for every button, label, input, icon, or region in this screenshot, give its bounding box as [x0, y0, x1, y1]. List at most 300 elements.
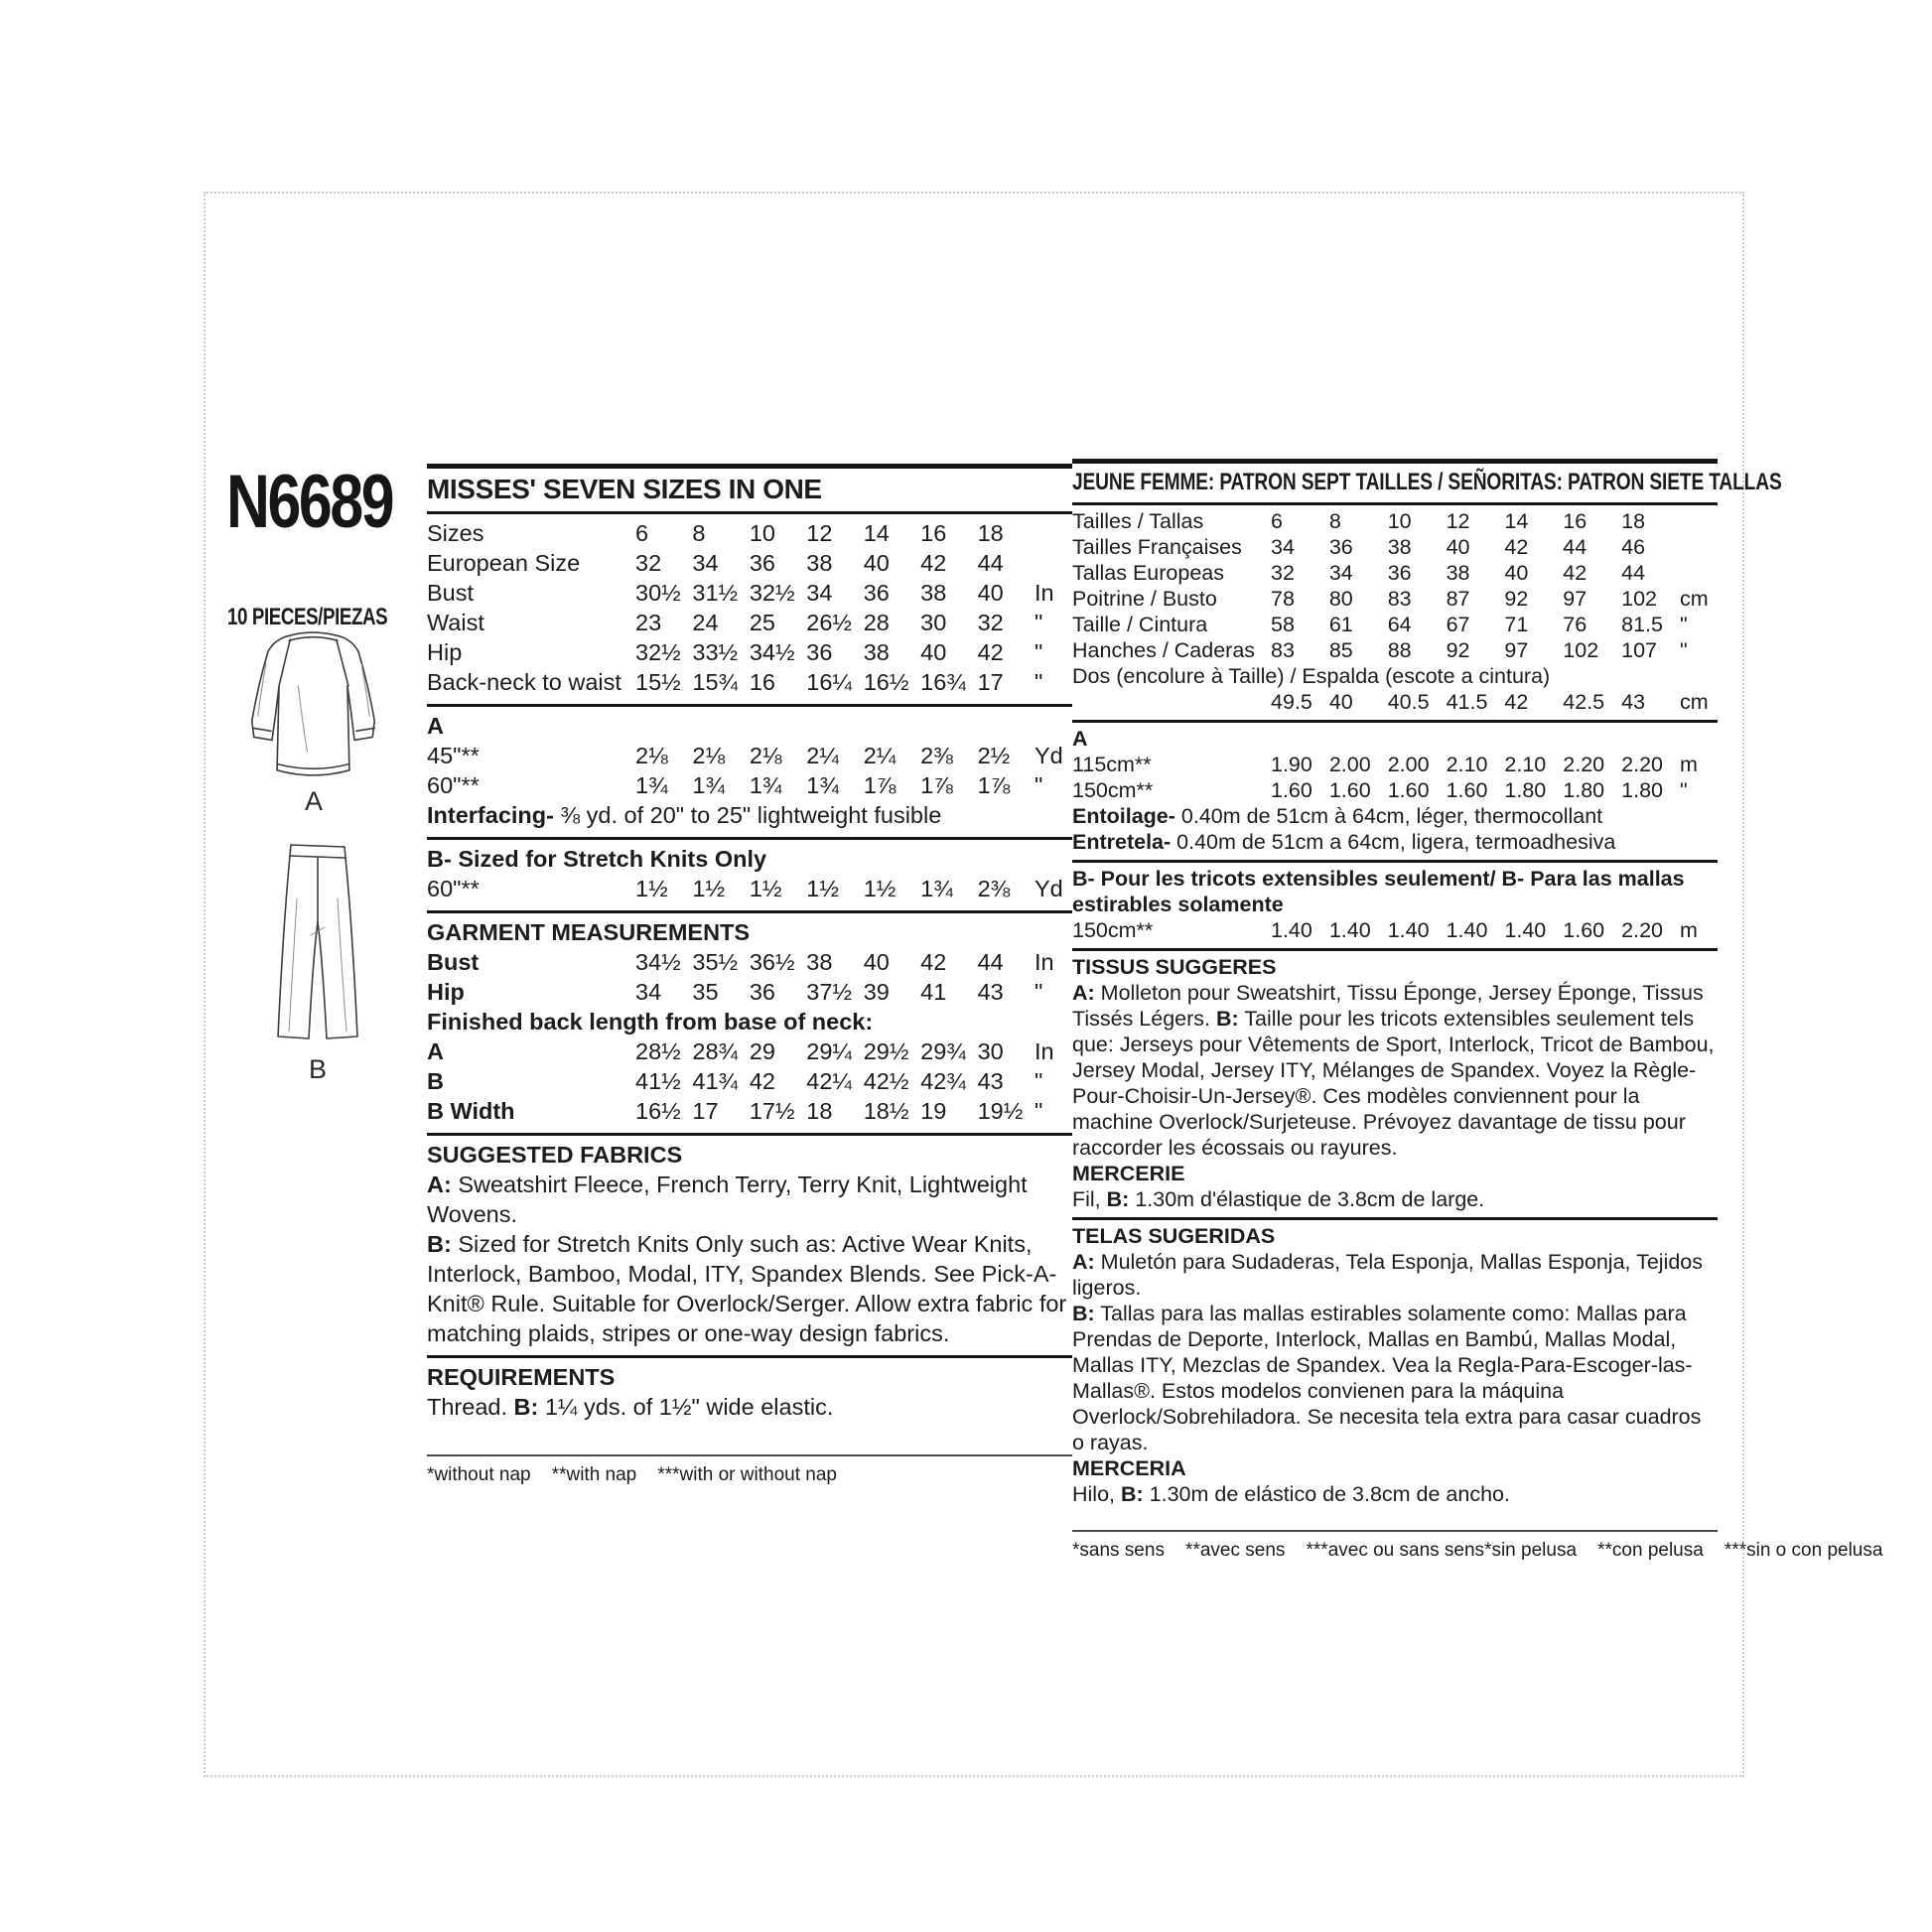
- size-value: 16: [920, 520, 947, 546]
- table-row: [1072, 689, 1718, 715]
- garment-measurements-section: [427, 913, 1072, 1133]
- row-values: [635, 637, 1035, 667]
- row-values: [635, 1066, 1035, 1096]
- telas-view-a: [1072, 1249, 1718, 1301]
- size-value: 39: [863, 979, 890, 1005]
- table-row: [427, 741, 1072, 770]
- row-label: 60"**: [427, 772, 480, 798]
- size-value: 34½: [749, 639, 795, 665]
- view-b-prefix: B:: [513, 1394, 539, 1420]
- size-value: 38: [1387, 535, 1412, 559]
- size-value: 2.20: [1621, 918, 1663, 942]
- size-value: 81.5: [1621, 613, 1663, 636]
- size-value: 1.40: [1504, 918, 1547, 942]
- size-value: 42: [977, 639, 1004, 665]
- size-value: 1¾: [749, 772, 782, 798]
- size-value: 1½: [635, 876, 668, 901]
- size-value: 18: [977, 520, 1004, 546]
- size-value: 1¾: [635, 772, 668, 798]
- row-values: [635, 770, 1035, 800]
- row-unit: Yd: [1035, 743, 1063, 768]
- size-value: 1½: [749, 876, 782, 901]
- size-value: 87: [1446, 587, 1470, 611]
- table-row: [427, 770, 1072, 800]
- row-unit: ": [1035, 639, 1043, 665]
- size-value: 43: [977, 979, 1004, 1005]
- view-a-prefix: A:: [1072, 981, 1095, 1005]
- size-value: 85: [1328, 638, 1353, 662]
- table-row: [1072, 917, 1718, 943]
- row-values: [635, 1096, 1035, 1126]
- section-b-heading: B- Sized for Stretch Knits Only: [427, 846, 767, 872]
- size-value: 1.60: [1328, 778, 1371, 802]
- row-label: Taille / Cintura: [1072, 613, 1208, 636]
- pants-illustration: [272, 839, 363, 1051]
- size-value: 67: [1446, 613, 1470, 636]
- entretela-text: 0.40m de 51cm a 64cm, ligera, termoadhesiva: [1171, 830, 1616, 854]
- size-value: 41: [920, 979, 947, 1005]
- size-value: 14: [863, 520, 890, 546]
- row-values: [635, 977, 1035, 1007]
- size-value: 6: [1271, 509, 1283, 533]
- row-unit: ": [1035, 669, 1043, 695]
- size-value: 28¾: [692, 1038, 739, 1064]
- size-value: 32½: [749, 580, 795, 606]
- size-value: 64: [1387, 613, 1412, 636]
- telas-view-b: [1072, 1301, 1718, 1455]
- size-value: 17½: [749, 1098, 795, 1124]
- table-row: [427, 1036, 1072, 1066]
- size-value: 44: [977, 949, 1004, 975]
- size-value: 1¾: [920, 876, 953, 901]
- table-row: [427, 578, 1072, 608]
- size-value: 34: [1271, 535, 1295, 559]
- size-value: 19: [920, 1098, 947, 1124]
- pieces-count-label: 10 PIECES/PIEZAS: [227, 604, 388, 630]
- row-label: 45"**: [427, 743, 480, 768]
- view-b-sketch: [272, 839, 363, 1051]
- table-row: [1072, 752, 1718, 777]
- size-value: 1.60: [1446, 778, 1488, 802]
- size-value: 18: [1621, 509, 1646, 533]
- size-value: 2⅛: [749, 743, 782, 768]
- size-value: 42.5: [1563, 690, 1605, 714]
- size-value: 29¼: [806, 1038, 853, 1064]
- row-label: European Size: [427, 550, 581, 576]
- row-values: [635, 741, 1035, 770]
- size-value: 97: [1563, 587, 1587, 611]
- entoilage-label: Entoilage-: [1072, 804, 1175, 828]
- row-unit: Yd: [1035, 876, 1063, 901]
- size-value: 38: [806, 949, 833, 975]
- size-value: 40: [863, 550, 890, 576]
- size-value: 23: [635, 610, 662, 635]
- size-value: 29: [749, 1038, 775, 1064]
- size-value: 2.10: [1504, 753, 1547, 776]
- view-a-sketch: [244, 623, 383, 784]
- table-row: [427, 977, 1072, 1007]
- size-value: 1⅞: [920, 772, 953, 798]
- row-values: [635, 667, 1035, 697]
- row-values: [635, 578, 1035, 608]
- size-value: 41¾: [692, 1068, 739, 1094]
- table-row: [427, 1096, 1072, 1126]
- row-values: [1271, 534, 1680, 560]
- fabrics-view-b: [427, 1229, 1072, 1348]
- view-a-prefix: A:: [427, 1172, 452, 1197]
- row-values: [1271, 689, 1680, 715]
- size-value: 26½: [806, 610, 853, 635]
- table-row: [427, 874, 1072, 903]
- size-value: 42: [920, 550, 947, 576]
- fabrics-view-a: [427, 1170, 1072, 1229]
- table-row: [427, 947, 1072, 977]
- row-label: Hip: [427, 979, 465, 1005]
- size-value: 10: [749, 520, 775, 546]
- size-value: 78: [1271, 587, 1295, 611]
- size-value: 102: [1563, 638, 1599, 662]
- row-unit: m: [1680, 918, 1698, 942]
- size-value: 80: [1328, 587, 1353, 611]
- size-value: 2⅛: [692, 743, 726, 768]
- size-value: 36½: [749, 949, 795, 975]
- size-value: 17: [692, 1098, 719, 1124]
- row-unit: In: [1035, 949, 1054, 975]
- size-value: 43: [977, 1068, 1004, 1094]
- row-unit: ": [1680, 638, 1688, 662]
- tissus-view-b-text: Taille pour les tricots extensibles seulement tels que: Jerseys pour Vêtements de Sport, Interlock, Tricot de Bambou, Jersey Modal, Jersey ITY, Mélanges de Spandex. Voyez la Règle-Pour-Choisir-Un-Jersey®. Ces modèles conviennent pour la machine Overlock/Surjeteuse. Prévoyez davantage de tissu pour raccorder les écossais ou rayures.: [1072, 1007, 1715, 1160]
- size-value: 1.40: [1446, 918, 1488, 942]
- size-value: 40: [1446, 535, 1470, 559]
- size-value: 42¼: [806, 1068, 853, 1094]
- finished-length-heading: Finished back length from base of neck:: [427, 1009, 874, 1035]
- size-value: 38: [920, 580, 947, 606]
- size-value: 30: [920, 610, 947, 635]
- size-value: 2⅜: [920, 743, 953, 768]
- row-unit: m: [1680, 753, 1698, 776]
- requirements-detail: 1¼ yds. of 1½" wide elastic.: [538, 1394, 834, 1420]
- view-b-label: B: [308, 1054, 327, 1084]
- size-value: 32½: [635, 639, 681, 665]
- row-values: [1271, 777, 1680, 803]
- size-value: 15¾: [692, 669, 739, 695]
- size-value: 40.5: [1387, 690, 1430, 714]
- size-value: 2.20: [1563, 753, 1605, 776]
- section-a-heading: A: [427, 713, 444, 739]
- entoilage-note: [1072, 803, 1718, 829]
- size-value: 97: [1504, 638, 1529, 662]
- row-label: A: [427, 1038, 444, 1064]
- size-value: 17: [977, 669, 1004, 695]
- requirements-heading: REQUIREMENTS: [427, 1364, 616, 1390]
- table-row: [1072, 534, 1718, 560]
- size-value: 92: [1504, 587, 1529, 611]
- size-value: 30½: [635, 580, 681, 606]
- size-value: 1.90: [1271, 753, 1312, 776]
- row-label: 150cm**: [1072, 778, 1154, 802]
- size-value: 38: [806, 550, 833, 576]
- row-unit: cm: [1680, 587, 1709, 611]
- french-spanish-column: [1072, 459, 1883, 1563]
- size-value: 30: [977, 1038, 1004, 1064]
- size-value: 1¾: [806, 772, 839, 798]
- mercerie-detail: 1.30m d'élastique de 3.8cm de large.: [1129, 1187, 1485, 1211]
- size-value: 1.60: [1387, 778, 1430, 802]
- size-value: 34: [806, 580, 833, 606]
- size-value: 83: [1271, 638, 1295, 662]
- size-value: 40: [1504, 561, 1529, 585]
- size-value: 58: [1271, 613, 1295, 636]
- size-value: 83: [1387, 587, 1412, 611]
- size-value: 35½: [692, 949, 739, 975]
- nap-footnote-spanish: *sin pelusa **con pelusa ***sin o con pelusa: [1484, 1540, 1883, 1561]
- table-row: [1072, 560, 1718, 586]
- entretela-note: [1072, 829, 1718, 855]
- row-values: [635, 518, 1035, 548]
- footnote-block: [1072, 1530, 1883, 1563]
- row-values: [1271, 586, 1680, 612]
- suggested-fabrics-heading: SUGGESTED FABRICS: [427, 1142, 683, 1168]
- table-row: [427, 608, 1072, 637]
- size-value: 1⅞: [977, 772, 1011, 798]
- mercerie-pre: Fil,: [1072, 1187, 1107, 1211]
- size-value: 1½: [806, 876, 839, 901]
- table-row: [427, 637, 1072, 667]
- size-value: 1¾: [692, 772, 726, 798]
- size-value: 32: [1271, 561, 1295, 585]
- nap-footnote: *without nap **with nap ***with or without nap: [427, 1464, 837, 1485]
- row-unit: In: [1035, 580, 1054, 606]
- size-value: 14: [1504, 509, 1529, 533]
- size-value: 38: [1446, 561, 1470, 585]
- raglan-top-illustration: [244, 623, 383, 784]
- size-value: 1.40: [1328, 918, 1371, 942]
- row-label: Tailles Françaises: [1072, 535, 1242, 559]
- merceria-text: [1072, 1481, 1718, 1507]
- size-value: 43: [1621, 690, 1646, 714]
- size-value: 42: [1504, 690, 1529, 714]
- table-row: [1072, 637, 1718, 663]
- size-value: 1.80: [1563, 778, 1605, 802]
- row-label: Sizes: [427, 520, 484, 546]
- entoilage-text: 0.40m de 51cm à 64cm, léger, thermocollant: [1174, 804, 1603, 828]
- size-value: 40: [863, 949, 890, 975]
- size-value: 18½: [863, 1098, 909, 1124]
- size-value: 18: [806, 1098, 833, 1124]
- size-value: 10: [1387, 509, 1412, 533]
- view-b-yardage-section: [427, 840, 1072, 910]
- size-value: 34½: [635, 949, 681, 975]
- size-value: 1.80: [1504, 778, 1547, 802]
- suggested-fabrics-section: [427, 1136, 1072, 1355]
- size-value: 61: [1328, 613, 1353, 636]
- row-unit: ": [1035, 772, 1043, 798]
- row-label: Waist: [427, 610, 484, 635]
- size-value: 2¼: [806, 743, 839, 768]
- row-unit: ": [1035, 1098, 1043, 1124]
- footnote-block: [427, 1454, 1072, 1487]
- table-row: [427, 518, 1072, 548]
- french-spanish-title-text: JEUNE FEMME: PATRON SEPT TAILLES / SEÑORITAS: PATRON SIETE TALLAS: [1072, 469, 1782, 495]
- view-a-metrage-section: [1072, 723, 1718, 860]
- size-value: 8: [692, 520, 706, 546]
- size-value: 36: [749, 979, 775, 1005]
- size-value: 6: [635, 520, 649, 546]
- size-value: 92: [1446, 638, 1470, 662]
- requirements-section: [427, 1358, 1072, 1429]
- size-value: 28: [863, 610, 890, 635]
- size-value: 1.40: [1271, 918, 1312, 942]
- size-value: 40: [977, 580, 1004, 606]
- size-value: 35: [692, 979, 719, 1005]
- size-value: 32: [635, 550, 662, 576]
- size-value: 36: [749, 550, 775, 576]
- fabrics-view-b-text: Sized for Stretch Knits Only such as: Active Wear Knits, Interlock, Bamboo, Modal, ITY, Spandex Blends. See Pick-A-Knit® Rule. Suitable for Overlock/Serger. Allow extra fabric for matching plaids, stripes or one-way design fabrics.: [427, 1231, 1067, 1346]
- size-value: 1.60: [1563, 918, 1605, 942]
- row-values: [1271, 917, 1680, 943]
- row-values: [1271, 508, 1680, 534]
- size-value: 15½: [635, 669, 681, 695]
- view-b-prefix: B:: [1120, 1482, 1144, 1506]
- size-value: 42: [920, 949, 947, 975]
- table-row: [427, 667, 1072, 697]
- row-values: [1271, 637, 1680, 663]
- view-b-prefix: B:: [1106, 1187, 1130, 1211]
- size-value: 41½: [635, 1068, 681, 1094]
- section-b-heading: B- Pour les tricots extensibles seulement/ B- Para las mallas estirables solamente: [1072, 867, 1685, 916]
- size-value: 1.40: [1387, 918, 1430, 942]
- table-row: [1072, 612, 1718, 637]
- row-unit: cm: [1680, 690, 1709, 714]
- size-value: 102: [1621, 587, 1658, 611]
- size-value: 44: [1563, 535, 1587, 559]
- size-value: 8: [1328, 509, 1341, 533]
- size-value: 42: [1504, 535, 1529, 559]
- size-value: 2.00: [1328, 753, 1371, 776]
- nap-footnote-metric: [1072, 1532, 1883, 1563]
- back-neck-row-label: Dos (encolure à Taille) / Espalda (escote a cintura): [1072, 664, 1551, 688]
- english-title: MISSES' SEVEN SIZES IN ONE: [427, 474, 822, 504]
- size-value: 16½: [863, 669, 909, 695]
- size-value: 36: [806, 639, 833, 665]
- section-a-heading: A: [1072, 727, 1088, 751]
- view-a-label: A: [304, 786, 323, 816]
- row-label: Tallas Europeas: [1072, 561, 1224, 585]
- size-value: 41.5: [1446, 690, 1488, 714]
- requirements-pre: Thread.: [427, 1394, 514, 1420]
- view-b-prefix: B:: [1072, 1302, 1095, 1325]
- row-values: [635, 947, 1035, 977]
- requirements-text: [427, 1392, 1072, 1422]
- row-label: Back-neck to waist: [427, 669, 621, 695]
- tissus-suggeres-section: [1072, 951, 1718, 1217]
- entretela-label: Entretela-: [1072, 830, 1172, 854]
- telas-sugeridas-heading: TELAS SUGERIDAS: [1072, 1224, 1276, 1248]
- size-value: 40: [1328, 690, 1353, 714]
- row-label: B: [427, 1068, 444, 1094]
- tissus-suggeres-heading: TISSUS SUGGERES: [1072, 955, 1277, 979]
- row-label: Bust: [427, 949, 480, 975]
- french-spanish-title: [1072, 464, 1782, 502]
- row-label: Hanches / Caderas: [1072, 638, 1256, 662]
- size-value: 25: [749, 610, 775, 635]
- row-unit: ": [1035, 1068, 1043, 1094]
- size-value: 32: [977, 610, 1004, 635]
- view-a-yardage-section: [427, 707, 1072, 837]
- size-value: 2.00: [1387, 753, 1430, 776]
- size-value: 44: [1621, 561, 1646, 585]
- row-values: [1271, 612, 1680, 637]
- tissus-paragraph: [1072, 980, 1718, 1161]
- pattern-number: N6689: [226, 460, 393, 544]
- row-label: 150cm**: [1072, 918, 1154, 942]
- merceria-pre: Hilo,: [1072, 1482, 1121, 1506]
- row-values: [635, 608, 1035, 637]
- row-unit: ": [1035, 610, 1043, 635]
- table-row: [1072, 777, 1718, 803]
- size-value: 34: [692, 550, 719, 576]
- english-column: [427, 464, 1072, 1487]
- size-value: 88: [1387, 638, 1412, 662]
- size-value: 12: [1446, 509, 1470, 533]
- size-value: 24: [692, 610, 719, 635]
- tissus-view-a-text: Molleton pour Sweatshirt, Tissu Éponge, Jersey Éponge, Tissus Tissés Légers.: [1072, 981, 1704, 1031]
- size-value: 36: [1328, 535, 1353, 559]
- size-value: 36: [1387, 561, 1412, 585]
- size-value: 42: [749, 1068, 775, 1094]
- size-value: 16: [749, 669, 775, 695]
- size-value: 38: [863, 639, 890, 665]
- size-value: 34: [635, 979, 662, 1005]
- row-values: [635, 874, 1035, 903]
- table-row: [427, 548, 1072, 578]
- interfacing-label: Interfacing-: [427, 802, 554, 828]
- size-value: 2¼: [863, 743, 897, 768]
- size-value: 42½: [863, 1068, 909, 1094]
- row-label: B Width: [427, 1098, 515, 1124]
- telas-sugeridas-section: [1072, 1220, 1718, 1512]
- view-a-prefix: A:: [1072, 1250, 1095, 1274]
- telas-view-b-text: Tallas para las mallas estirables solamente como: Mallas para Prendas de Deporte, Interlock, Mallas en Bambú, Mallas Modal, Mallas ITY, Mezclas de Spandex. Vea la Regla-Para-Escoger-las-Mallas®. Estos modelos convienen para la máquina Overlock/Sobrehiladora. Se necesita tela extra para casar cuadros o rayas.: [1072, 1302, 1702, 1454]
- size-value: 28½: [635, 1038, 681, 1064]
- garment-measurements-heading: GARMENT MEASUREMENTS: [427, 919, 751, 945]
- body-measurements-table: [427, 514, 1072, 704]
- size-value: 37½: [806, 979, 853, 1005]
- row-values: [1271, 560, 1680, 586]
- size-value: 44: [977, 550, 1004, 576]
- size-value: 16¾: [920, 669, 966, 695]
- size-value: 16½: [635, 1098, 681, 1124]
- interfacing-note: [427, 800, 1072, 830]
- row-label: Poitrine / Busto: [1072, 587, 1217, 611]
- table-row: [1072, 508, 1718, 534]
- row-unit: In: [1035, 1038, 1054, 1064]
- view-b-prefix: B:: [1215, 1007, 1239, 1031]
- size-value: 2½: [977, 743, 1011, 768]
- size-value: 1.60: [1271, 778, 1312, 802]
- size-value: 42: [1563, 561, 1587, 585]
- size-value: 36: [863, 580, 890, 606]
- fabrics-view-a-text: Sweatshirt Fleece, French Terry, Terry Knit, Lightweight Wovens.: [427, 1172, 1028, 1227]
- row-values: [635, 1036, 1035, 1066]
- size-value: 2.20: [1621, 753, 1663, 776]
- size-value: 29½: [863, 1038, 909, 1064]
- table-row: [1072, 586, 1718, 612]
- interfacing-text: ⅜ yd. of 20" to 25" lightweight fusible: [553, 802, 942, 828]
- row-values: [1271, 752, 1680, 777]
- size-value: 2⅛: [635, 743, 668, 768]
- size-value: 71: [1504, 613, 1529, 636]
